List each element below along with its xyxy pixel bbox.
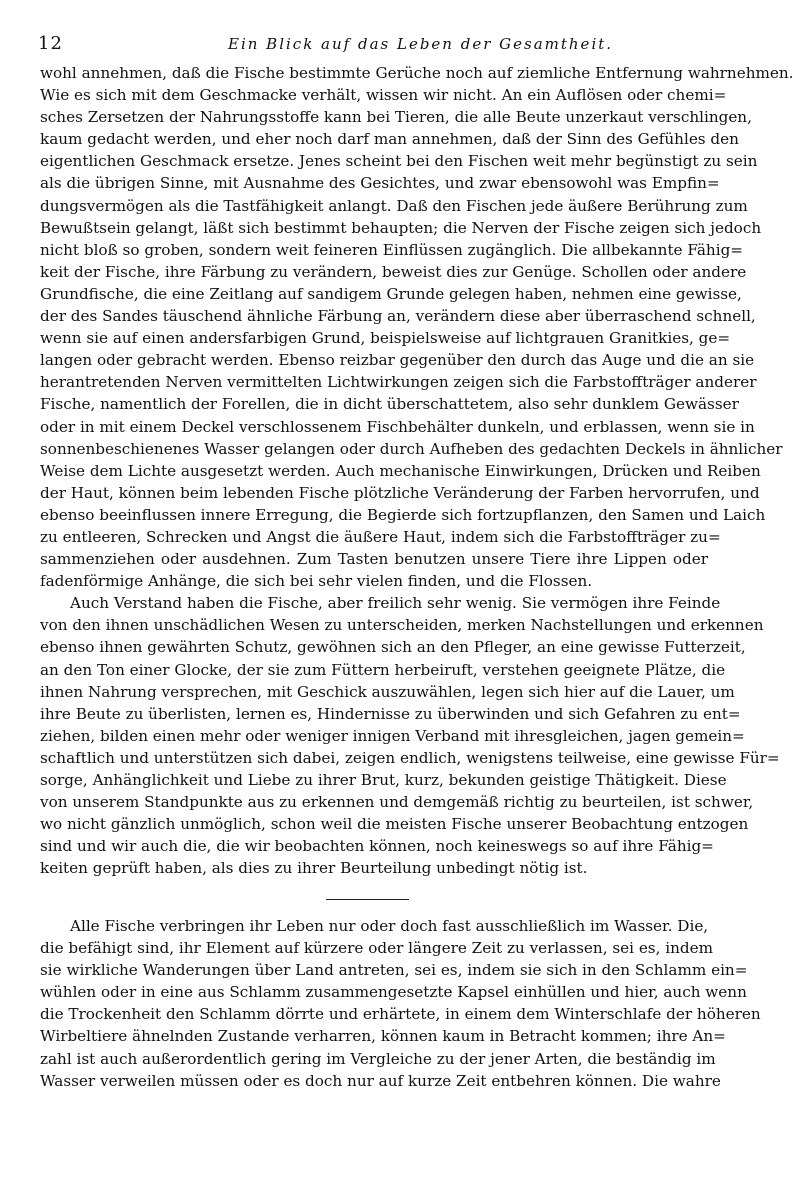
text-line: kaum gedacht werden, und eher noch darf man annehmen, daß der Sinn des Gefühles den [40,130,739,149]
running-title: Ein Blick auf das Leben der Gesamtheit. [228,35,614,53]
text-line: langen oder gebracht werden. Ebenso reizbar gegenüber den durch das Auge und die an sie [40,351,755,370]
text-line: ihnen Nahrung versprechen, mit Geschick auszuwählen, legen sich hier auf die Lauer, um [40,682,735,701]
text-line: ziehen, bilden einen mehr oder weniger innigen Verband mit ihresgleichen, jagen gemein= [40,726,745,745]
text-line: von unserem Standpunkte aus zu erkennen und demgemäß richtig zu beurteilen, ist schwer, [40,793,754,812]
text-line: an den Ton einer Glocke, der sie zum Füttern herbeiruft, verstehen geeignete Plätze, die [40,660,726,679]
text-line: der Haut, können beim lebenden Fische plötzliche Veränderung der Farben hervorrufen, und [40,483,760,502]
text-line: Fische, namentlich der Forellen, die in dicht überschattetem, also sehr dunklem Gewässer [40,395,739,414]
page-number: 12 [38,33,63,54]
text-line: eigentlichen Geschmack ersetze. Jenes scheint bei den Fischen weit mehr begünstigt zu sein [40,152,758,171]
text-line: dungsvermögen als die Tastfähigkeit anlangt. Daß den Fischen jede äußere Berührung zum [40,196,748,215]
text-line: sonnenbeschienenes Wasser gelangen oder durch Aufheben des gedachten Deckels in ähnlicher [40,439,783,458]
text-line: nicht bloß so groben, sondern weit feineren Einflüssen zugänglich. Die allbekannte Fähig= [40,240,744,259]
text-line: als die übrigen Sinne, mit Ausnahme des Gesichtes, und zwar ebensowohl was Empfin= [40,174,720,193]
text-block-2 [40,915,761,1092]
text-line: herantretenden Nerven vermittelten Lichtwirkungen zeigen sich die Farbstoffträger anderer [40,373,757,392]
text-line: sammenziehen oder ausdehnen. Zum Tasten benutzen unsere Tiere ihre Lippen oder [40,550,708,569]
text-line: der des Sandes täuschend ähnliche Färbung an, verändern diese aber überraschend schnell, [40,307,756,326]
text-line: wohl annehmen, daß die Fische bestimmte Gerüche noch auf ziemliche Entfernung wahrnehmen. [40,64,793,82]
section-divider [326,899,409,900]
text-line: Wirbeltiere ähnelnden Zustande verharren, können kaum in Betracht kommen; ihre An= [40,1027,726,1046]
text-line: Alle Fische verbringen ihr Leben nur oder doch fast ausschließlich im Wasser. Die, [70,917,709,935]
text-line: zu entleeren, Schrecken und Angst die äußere Haut, indem sich die Farbstoffträger zu= [40,527,721,546]
text-line: die befähigt sind, ihr Element auf kürzere oder längere Zeit zu verlassen, sei es, indem [40,939,714,958]
text-line: ebenso beeinflussen innere Erregung, die Begierde sich fortzupflanzen, den Samen und Laich [40,505,766,524]
text-line: sorge, Anhänglichkeit und Liebe zu ihrer Brut, kurz, bekunden geistige Thätigkeit. Diese [40,771,727,789]
text-block-1 [40,62,793,879]
text-line: Weise dem Lichte ausgesetzt werden. Auch mechanische Einwirkungen, Drücken und Reiben [40,461,761,480]
text-line: sches Zersetzen der Nahrungsstoffe kann bei Tieren, die alle Beute unzerkaut verschlingen, [40,108,752,127]
text-line: fadenförmige Anhänge, die sich bei sehr vielen finden, und die Flossen. [40,572,593,591]
text-line: Auch Verstand haben die Fische, aber freilich sehr wenig. Sie vermögen ihre Feinde [70,594,721,613]
text-line: die Trockenheit den Schlamm dörrte und erhärtete, in einem dem Winterschlafe der höheren [40,1005,761,1024]
text-line: Bewußtsein gelangt, läßt sich bestimmt behaupten; die Nerven der Fische zeigen sich jedoch [40,218,762,237]
text-line: wenn sie auf einen andersfarbigen Grund, beispielsweise auf lichtgrauen Granitkies, ge= [40,329,731,348]
text-line: ebenso ihnen gewährten Schutz, gewöhnen sich an den Pfleger, an eine gewisse Futterzeit, [40,638,746,657]
text-line: schaftlich und unterstützen sich dabei, zeigen endlich, wenigstens teilweise, eine gewisse Für= [40,748,780,767]
text-line: wühlen oder in eine aus Schlamm zusammengesetzte Kapsel einhüllen und hier, auch wenn [40,983,747,1002]
text-line: oder in mit einem Deckel verschlossenem Fischbehälter dunkeln, und erblassen, wenn sie in [40,417,755,436]
text-line: sie wirkliche Wanderungen über Land antreten, sei es, indem sie sich in den Schlamm ein= [40,961,748,980]
text-line: von den ihnen unschädlichen Wesen zu unterscheiden, merken Nachstellungen und erkennen [40,616,764,635]
text-line: Wie es sich mit dem Geschmacke verhält, wissen wir nicht. An ein Auflösen oder chemi= [40,86,727,105]
text-line: sind und wir auch die, die wir beobachten können, noch keineswegs so auf ihre Fähig= [40,837,714,856]
page-header [38,33,710,55]
text-line: ihre Beute zu überlisten, lernen es, Hindernisse zu überwinden und sich Gefahren zu ent= [40,704,741,723]
text-line: keiten geprüft haben, als dies zu ihrer Beurteilung unbedingt nötig ist. [40,859,588,878]
text-line: wo nicht gänzlich unmöglich, schon weil die meisten Fische unserer Beobachtung entzogen [40,815,749,834]
text-line: Wasser verweilen müssen oder es doch nur auf kurze Zeit entbehren können. Die wahre [40,1071,721,1090]
text-line: keit der Fische, ihre Färbung zu verändern, beweist dies zur Genüge. Schollen oder andere [40,262,747,281]
text-line: Grundfische, die eine Zeitlang auf sandigem Grunde gelegen haben, nehmen eine gewisse, [40,284,742,303]
text-line: zahl ist auch außerordentlich gering im Vergleiche zu der jener Arten, die beständig im [40,1049,716,1068]
